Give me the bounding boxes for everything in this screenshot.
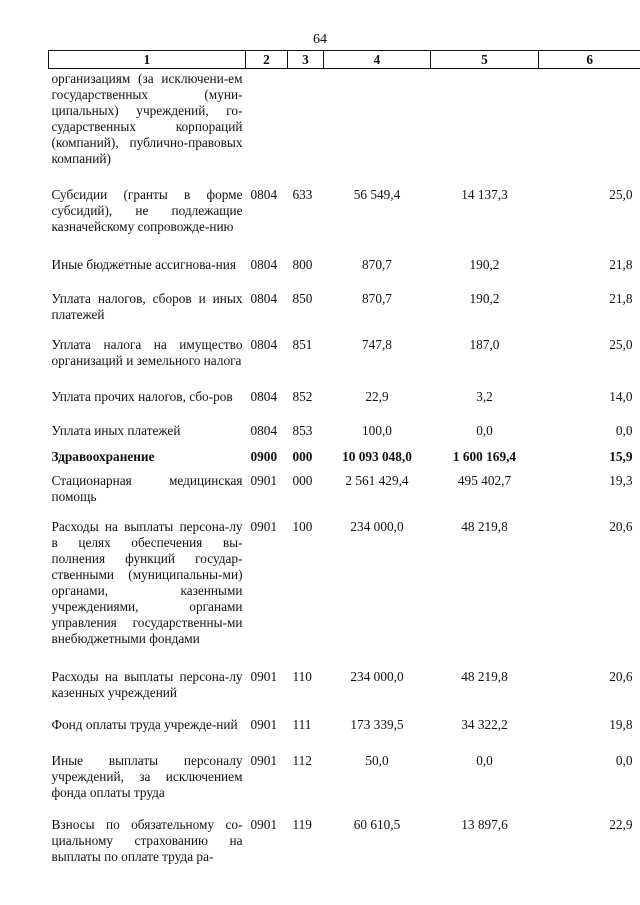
section-code: 0804	[250, 187, 278, 202]
executed-value: 13 897,6	[461, 817, 508, 832]
expense-type-code: 852	[292, 389, 313, 404]
percent-value: 15,9	[609, 449, 633, 464]
plan-value: 747,8	[362, 337, 392, 352]
expense-type-code: 110	[292, 669, 312, 684]
percent-value: 22,9	[609, 817, 633, 832]
plan-value: 56 549,4	[353, 187, 401, 202]
row-name: Взносы по обязательному со-циальному страхованию на выплаты по оплате труда ра-	[51, 817, 243, 864]
section-code: 0901	[250, 519, 278, 534]
executed-value: 187,0	[469, 337, 500, 352]
percent-value: 0,0	[615, 753, 633, 768]
table-row	[49, 801, 640, 865]
percent-value: 21,8	[609, 257, 633, 272]
executed-value: 495 402,7	[457, 473, 512, 488]
table-row	[49, 323, 640, 369]
expense-type-code: 112	[292, 753, 312, 768]
row-name: Стационарная медицинская помощь	[51, 473, 243, 504]
plan-value	[324, 69, 431, 168]
column-header: 4	[324, 51, 431, 69]
row-name: Фонд оплаты труда учрежде-ний	[51, 717, 238, 732]
plan-value: 870,7	[362, 291, 392, 306]
row-name: Уплата налога на имущество организаций и земельного налога	[51, 337, 243, 368]
plan-value: 50,0	[365, 753, 389, 768]
expense-type-code: 800	[292, 257, 313, 272]
expense-type-code: 853	[292, 423, 313, 438]
executed-value	[431, 69, 539, 168]
column-header: 3	[288, 51, 324, 69]
row-name: Расходы на выплаты персона-лу казенных учреждений	[51, 669, 243, 700]
table-row	[49, 701, 640, 733]
column-header: 6	[539, 51, 640, 69]
plan-value: 10 093 048,0	[342, 449, 412, 464]
expense-type-code: 000	[292, 449, 313, 464]
row-name: Иные бюджетные ассигнова-ния	[51, 257, 236, 272]
percent-value: 25,0	[609, 187, 633, 202]
expense-type-code: 000	[292, 473, 313, 488]
percent-value: 19,8	[609, 717, 633, 732]
expense-type-code: 850	[292, 291, 313, 306]
expense-type-code	[288, 69, 324, 168]
percent-value: 14,0	[609, 389, 633, 404]
executed-value: 0,0	[476, 753, 493, 768]
header-row	[49, 51, 640, 69]
expense-type-code: 851	[292, 337, 313, 352]
table-row	[49, 439, 640, 465]
section-code: 0804	[250, 389, 278, 404]
plan-value: 60 610,5	[353, 817, 401, 832]
percent-value: 19,3	[609, 473, 633, 488]
section-code: 0900	[250, 449, 278, 464]
plan-value: 234 000,0	[350, 669, 404, 684]
section-code: 0804	[250, 423, 278, 438]
row-name: Субсидии (гранты в форме субсидий), не подлежащие казначейскому сопровожде-нию	[51, 187, 243, 234]
expense-type-code: 633	[292, 187, 313, 202]
plan-value: 870,7	[362, 257, 392, 272]
plan-value: 100,0	[362, 423, 392, 438]
column-header: 1	[49, 51, 246, 69]
table-row	[49, 235, 640, 273]
expense-type-code: 100	[292, 519, 313, 534]
table-row	[49, 69, 640, 168]
table-row	[49, 505, 640, 647]
table-row	[49, 273, 640, 323]
percent-value: 0,0	[615, 423, 633, 438]
column-header: 2	[246, 51, 288, 69]
executed-value: 190,2	[469, 257, 500, 272]
expense-type-code: 111	[292, 717, 312, 732]
table-row	[49, 647, 640, 701]
section-code: 0901	[250, 473, 278, 488]
executed-value: 34 322,2	[461, 717, 508, 732]
section-code: 0804	[250, 291, 278, 306]
section-code: 0804	[250, 257, 278, 272]
section-code: 0901	[250, 753, 278, 768]
percent-value: 20,6	[609, 519, 633, 534]
plan-value: 173 339,5	[350, 717, 404, 732]
percent-value	[539, 69, 640, 168]
plan-value: 22,9	[365, 389, 389, 404]
section-code: 0901	[250, 669, 278, 684]
row-name: Уплата налогов, сборов и иных платежей	[51, 291, 243, 322]
budget-table	[48, 50, 640, 865]
section-code: 0901	[250, 817, 278, 832]
row-name: Расходы на выплаты персона-лу в целях обеспечения вы-полнения функций государ-ственными (муниципальны-ми) органами, казенными учреждениями, органами управления государственны-ми внебюджетными фондами	[51, 519, 243, 646]
column-header: 5	[431, 51, 539, 69]
section-code: 0901	[250, 717, 278, 732]
executed-value: 190,2	[469, 291, 500, 306]
executed-value: 48 219,8	[461, 669, 508, 684]
expense-type-code: 119	[292, 817, 312, 832]
row-name: Иные выплаты персоналу учреждений, за исключением фонда оплаты труда	[51, 753, 243, 800]
row-name: Уплата прочих налогов, сбо-ров	[51, 389, 233, 404]
executed-value: 1 600 169,4	[452, 449, 517, 464]
executed-value: 48 219,8	[461, 519, 508, 534]
row-name: Здравоохранение	[51, 449, 155, 464]
row-name: организациям (за исключени-ем государственных (муни-ципальных) учреждений, го-сударственных корпораций (компаний), публично-правовых компаний)	[51, 71, 243, 166]
table-row	[49, 167, 640, 235]
executed-value: 14 137,3	[461, 187, 508, 202]
executed-value: 0,0	[476, 423, 493, 438]
percent-value: 25,0	[609, 337, 633, 352]
table-row	[49, 369, 640, 405]
plan-value: 234 000,0	[350, 519, 404, 534]
row-name: Уплата иных платежей	[51, 423, 181, 438]
section-code	[246, 69, 288, 168]
page-number: 64	[313, 32, 327, 47]
table-row	[49, 465, 640, 505]
percent-value: 20,6	[609, 669, 633, 684]
table-row	[49, 733, 640, 801]
executed-value: 3,2	[476, 389, 493, 404]
table-row	[49, 405, 640, 439]
section-code: 0804	[250, 337, 278, 352]
plan-value: 2 561 429,4	[345, 473, 409, 488]
percent-value: 21,8	[609, 291, 633, 306]
